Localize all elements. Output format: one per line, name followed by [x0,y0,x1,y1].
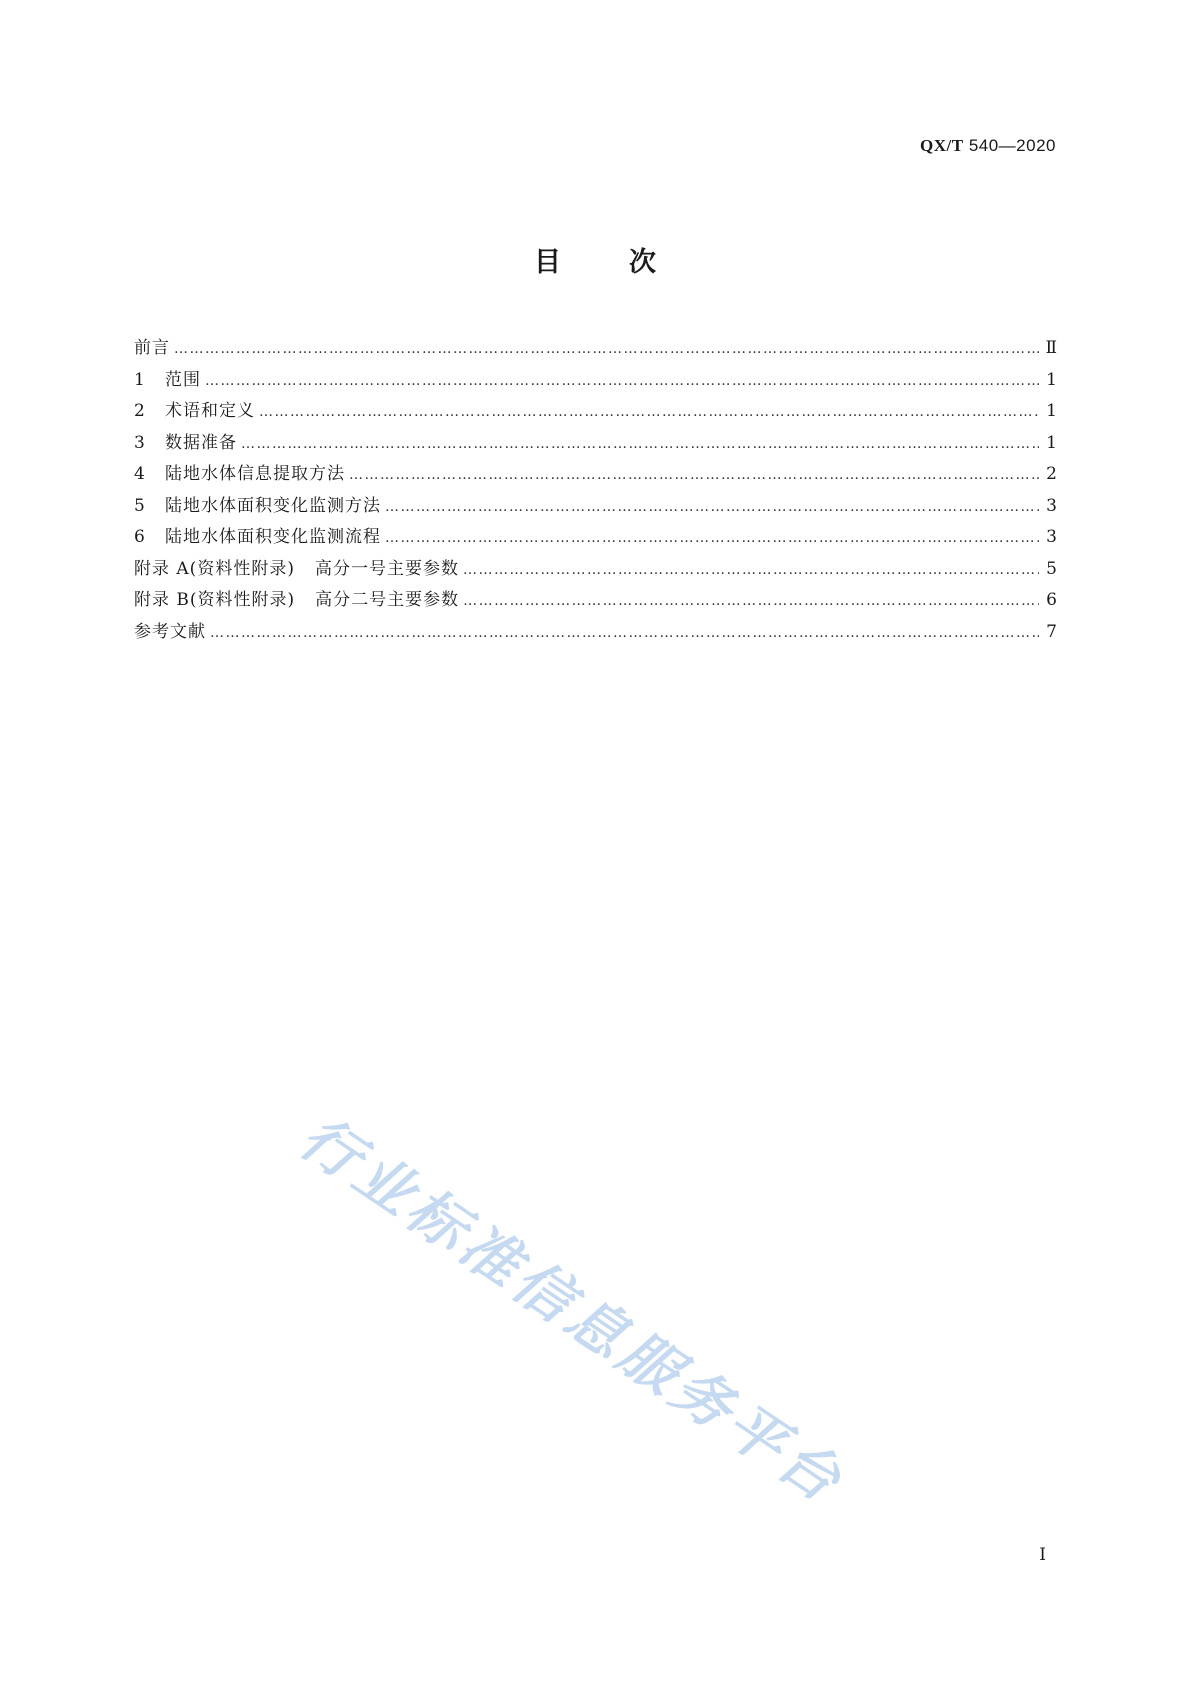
toc-entry-label: 陆地水体面积变化监测方法 [165,495,381,516]
standard-code [920,136,1056,156]
toc-leader-dots [205,373,1039,389]
toc-entry-page: 6 [1046,590,1057,610]
toc-leader-dots [349,467,1039,483]
watermark: 行业标准信息服务平台 [288,1102,857,1518]
toc-entry-5[interactable] [134,491,1057,523]
toc-entry-number: 5 [134,495,145,516]
toc-leader-dots [385,530,1039,546]
toc-entry-label: 陆地水体面积变化监测流程 [165,527,381,547]
title-char-1: 目 [534,247,561,278]
toc-entry-page: 7 [1046,621,1057,642]
toc-entry-number: 3 [134,432,145,453]
toc-entry-page: 1 [1046,432,1057,453]
toc-entry-page: 3 [1046,527,1057,547]
appendix-a-label: 附录 A(资料性附录) [134,558,295,579]
page-number: Ⅰ [1039,1545,1046,1565]
toc-entry-page: 3 [1046,495,1057,516]
toc-leader-dots [210,625,1039,641]
title-char-2: 次 [629,247,656,278]
toc-entry-label: 术语和定义 [165,401,255,421]
toc-entry-label: 参考文献 [134,621,206,642]
toc-leader-dots [463,593,1039,609]
toc-leader-dots [259,404,1039,420]
toc-entry-label [134,585,459,610]
toc-entry-6[interactable] [134,522,1057,554]
appendix-b-label: 附录 B(资料性附录) [134,590,296,610]
toc-leader-dots [385,499,1039,515]
toc-entry-label: 数据准备 [165,432,237,453]
toc-entry-label [134,554,459,579]
toc-entry-number: 6 [134,527,145,547]
toc-entry-1[interactable] [134,365,1057,397]
toc-entry-3[interactable] [134,428,1057,460]
toc-entry-foreword[interactable] [134,333,1057,365]
toc-entry-4[interactable] [134,459,1057,491]
toc-entry-number: 4 [134,464,145,484]
toc-leader-dots [241,436,1039,452]
standard-code-number: 540—2020 [963,136,1056,155]
toc-entry-references[interactable] [134,617,1057,649]
appendix-a-title: 高分一号主要参数 [314,558,459,579]
toc-entry-page: 2 [1046,464,1057,484]
toc-entry-appendix-a[interactable] [134,554,1057,586]
toc-entry-number: 2 [134,401,145,421]
toc-leader-dots [174,341,1039,357]
toc-entry-page: Ⅱ [1045,338,1057,358]
toc-entry-page: 1 [1046,401,1057,421]
toc-entry-number: 1 [134,369,145,390]
toc-entry-appendix-b[interactable] [134,585,1057,617]
toc-entry-page: 5 [1046,558,1057,579]
table-of-contents [134,333,1057,648]
standard-code-prefix: QX/T [920,136,964,155]
toc-entry-label: 陆地水体信息提取方法 [165,464,345,484]
page-title [0,240,1190,279]
appendix-b-title: 高分二号主要参数 [315,590,460,610]
toc-entry-label: 范围 [165,369,201,390]
toc-leader-dots [463,562,1039,578]
toc-entry-page: 1 [1046,369,1057,390]
toc-entry-label: 前言 [134,338,170,358]
toc-entry-2[interactable] [134,396,1057,428]
